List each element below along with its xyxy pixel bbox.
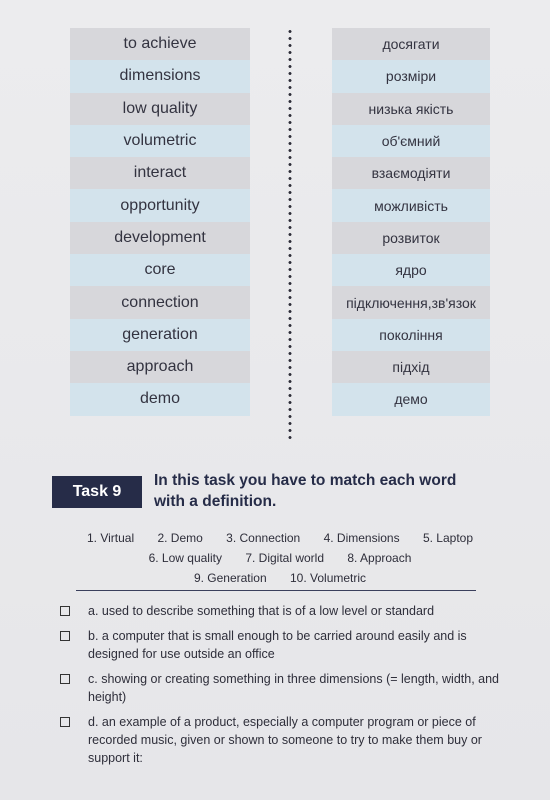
english-word: to achieve (70, 28, 250, 60)
checkbox[interactable] (60, 674, 70, 684)
word-bank-item: 7. Digital world (245, 551, 325, 565)
english-word: demo (70, 383, 250, 415)
word-bank-item: 8. Approach (347, 551, 412, 565)
ukrainian-word: підхід (332, 351, 490, 383)
word-bank (60, 528, 500, 588)
word-bank-row (60, 548, 500, 568)
checkbox[interactable] (60, 606, 70, 616)
english-word: connection (70, 286, 250, 318)
ukrainian-column (332, 28, 490, 416)
english-column (70, 28, 250, 416)
definition-text: a. used to describe something that is of a low level or standard (88, 604, 435, 618)
definition-text: c. showing or creating something in three dimensions (= length, width, and height) (88, 672, 499, 704)
ukrainian-word: покоління (332, 319, 490, 351)
ukrainian-word: досягати (332, 28, 490, 60)
word-bank-item: 6. Low quality (148, 551, 222, 565)
english-word: low quality (70, 93, 250, 125)
task-instruction: In this task you have to match each word with a definition. (154, 472, 457, 510)
word-bank-item: 4. Dimensions (323, 531, 400, 545)
ukrainian-word: низька якість (332, 93, 490, 125)
divider-line (76, 590, 476, 591)
task-badge: Task 9 (52, 476, 142, 508)
ukrainian-word: підключення,зв'язок (332, 286, 490, 318)
word-bank-item: 10. Volumetric (290, 571, 367, 585)
word-bank-item: 1. Virtual (86, 531, 135, 545)
ukrainian-word: об'ємний (332, 125, 490, 157)
definition-item (60, 627, 510, 663)
vocabulary-table (0, 28, 550, 414)
dotted-divider (288, 28, 292, 442)
definitions-list (60, 602, 510, 774)
english-word: generation (70, 319, 250, 351)
english-word: development (70, 222, 250, 254)
english-word: volumetric (70, 125, 250, 157)
definition-item (60, 670, 510, 706)
word-bank-item: 2. Demo (157, 531, 203, 545)
definition-item (60, 602, 510, 620)
english-word: approach (70, 351, 250, 383)
word-bank-row (60, 568, 500, 588)
english-word: core (70, 254, 250, 286)
word-bank-item: 3. Connection (226, 531, 301, 545)
ukrainian-word: можливість (332, 189, 490, 221)
checkbox[interactable] (60, 631, 70, 641)
definition-text: b. a computer that is small enough to be carried around easily and is designed for use outside an office (88, 629, 467, 661)
ukrainian-word: взаємодіяти (332, 157, 490, 189)
word-bank-item: 9. Generation (193, 571, 267, 585)
english-word: opportunity (70, 189, 250, 221)
word-bank-item: 5. Laptop (422, 531, 473, 545)
definition-item (60, 713, 510, 767)
ukrainian-word: розвиток (332, 222, 490, 254)
ukrainian-word: ядро (332, 254, 490, 286)
english-word: dimensions (70, 60, 250, 92)
word-bank-row (60, 528, 500, 548)
checkbox[interactable] (60, 717, 70, 727)
definition-text: d. an example of a product, especially a computer program or piece of recorded music, given or shown to someone to try to make them buy or support it: (88, 715, 482, 765)
english-word: interact (70, 157, 250, 189)
ukrainian-word: демо (332, 383, 490, 415)
ukrainian-word: розміри (332, 60, 490, 92)
